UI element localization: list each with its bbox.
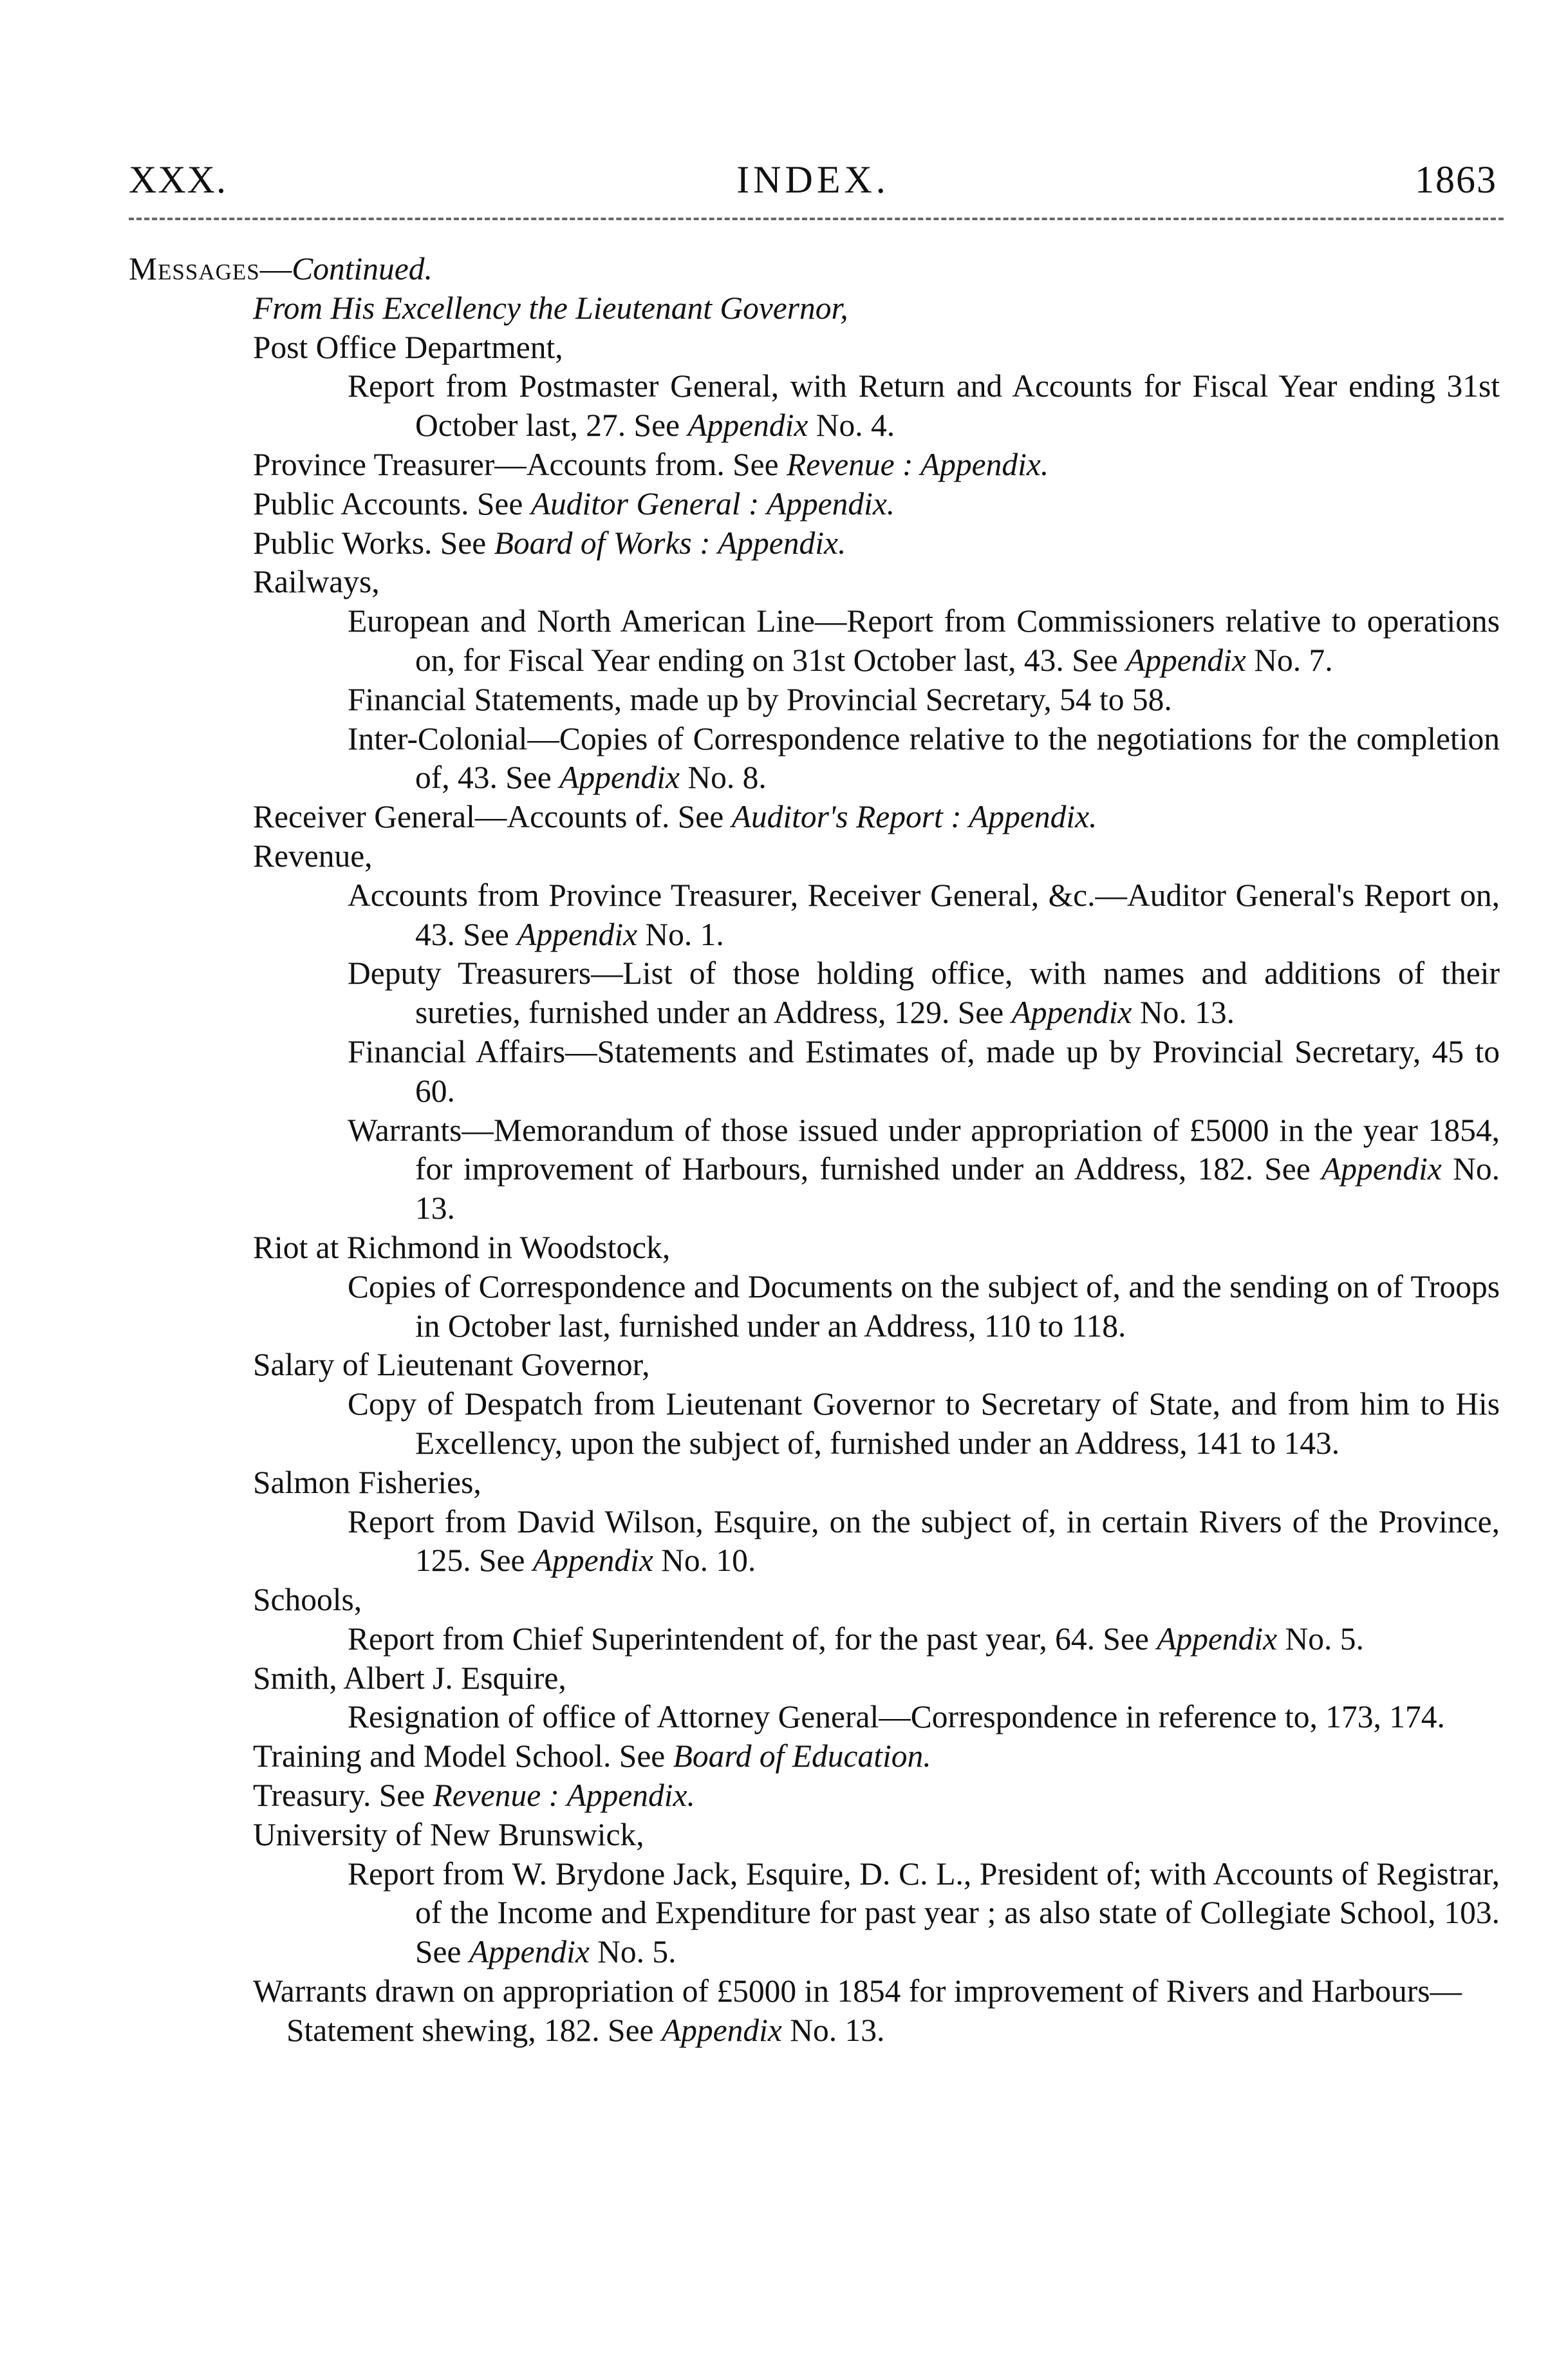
italic-reference: Appendix	[559, 760, 680, 796]
entry-text: No. 13.	[415, 1151, 1500, 1226]
index-entry	[129, 446, 1500, 485]
entry-text: Deputy Treasurers—List of those holding office, with names and additions of their sureties, furnished under an Address, 129. See	[348, 955, 1500, 1031]
entry-text: Messages	[129, 251, 260, 287]
index-subentry	[129, 876, 1500, 955]
index-entry	[129, 798, 1500, 837]
index-entry	[129, 1737, 1500, 1776]
index-subentry	[129, 1111, 1500, 1228]
entry-text: No. 5.	[1277, 1621, 1364, 1657]
italic-reference: Appendix	[532, 1543, 653, 1579]
entry-text: No. 7.	[1246, 642, 1333, 678]
section-heading	[129, 250, 1500, 289]
italic-reference: Appendix	[1321, 1151, 1442, 1187]
entry-text: Treasury. See	[253, 1778, 433, 1814]
index-subentry	[129, 1620, 1500, 1659]
header-rule	[129, 218, 1504, 220]
index-entry	[129, 1816, 1500, 1855]
index-subentry	[129, 1503, 1500, 1581]
index-entry	[129, 1659, 1500, 1698]
entry-text: No. 4.	[808, 408, 895, 444]
index-entry	[129, 1346, 1500, 1385]
italic-reference: Auditor's Report : Appendix.	[731, 799, 1097, 835]
index-entry	[129, 1776, 1500, 1816]
entry-text: University of New Brunswick,	[253, 1816, 644, 1852]
entry-text: No. 8.	[680, 760, 767, 796]
entry-text: European and North American Line—Report from Commissioners relative to operations on, for Fiscal Year ending on 31st October last, 43. See	[348, 603, 1500, 678]
entry-text: Report from W. Brydone Jack, Esquire, D. C. L., President of; with Accounts of Registrar, of the Income and Expenditure for past year ; as also state of Collegiate School, 103. See	[348, 1856, 1500, 1970]
italic-reference: Appendix	[687, 408, 808, 444]
index-entry	[129, 289, 1500, 328]
entry-text: Salary of Lieutenant Governor,	[253, 1347, 650, 1383]
index-entry	[129, 1463, 1500, 1503]
entry-text: Warrants drawn on appropriation of £5000 in 1854 for improvement of Rivers and Harbours—Statement shewing, 182. See	[253, 1973, 1462, 2048]
italic-reference: Appendix	[1011, 995, 1132, 1031]
entry-text: Inter-Colonial—Copies of Correspondence relative to the negotiations for the completion of, 43. See	[348, 720, 1500, 796]
entry-text: Report from Postmaster General, with Return and Accounts for Fiscal Year ending 31st October last, 27. See	[348, 368, 1500, 444]
entry-text: No. 5.	[589, 1934, 677, 1970]
entry-text: Smith, Albert J. Esquire,	[253, 1660, 566, 1696]
italic-reference: Continued.	[292, 251, 433, 287]
page-title: INDEX.	[736, 158, 890, 201]
entry-text: Warrants—Memorandum of those issued under appropriation of £5000 in the year 1854, for improvement of Harbours, furnished under an Address, 182. See	[348, 1112, 1500, 1187]
entry-text: No. 1.	[637, 916, 724, 952]
entry-text: Post Office Department,	[253, 329, 563, 365]
italic-reference: Appendix	[1157, 1621, 1278, 1657]
entry-text: Financial Statements, made up by Provincial Secretary, 54 to 58.	[348, 681, 1172, 717]
index-subentry	[129, 954, 1500, 1033]
index-subentry	[129, 1033, 1500, 1111]
index-entry	[129, 485, 1500, 524]
entry-text: —	[259, 251, 292, 287]
italic-reference: Appendix	[517, 916, 638, 952]
index-entry	[129, 328, 1500, 368]
italic-reference: Board of Works : Appendix.	[494, 525, 846, 561]
index-subentry	[129, 1385, 1500, 1463]
index-subentry	[129, 720, 1500, 798]
entry-text: Salmon Fisheries,	[253, 1464, 481, 1500]
italic-reference: Appendix	[1125, 642, 1246, 678]
entry-text: Copies of Correspondence and Documents on the subject of, and the sending on of Troops in October last, furnished under an Address, 110 to 118.	[348, 1268, 1500, 1344]
entry-text: No. 10.	[653, 1543, 756, 1579]
entry-text: Schools,	[253, 1582, 362, 1618]
entry-text: Report from David Wilson, Esquire, on the subject of, in certain Rivers of the Province, 125. See	[348, 1503, 1500, 1579]
index-entry	[129, 524, 1500, 563]
index-entry	[129, 1581, 1500, 1620]
italic-reference: From His Excellency the Lieutenant Governor,	[253, 290, 848, 326]
italic-reference: Auditor General : Appendix.	[530, 485, 895, 521]
page-header	[129, 158, 1497, 216]
entry-text: Public Works. See	[253, 525, 494, 561]
entry-text: Revenue,	[253, 838, 373, 874]
index-subentry	[129, 1698, 1500, 1737]
entry-text: Province Treasurer—Accounts from. See	[253, 446, 787, 482]
page-number: XXX.	[129, 158, 227, 201]
italic-reference: Revenue : Appendix.	[433, 1778, 695, 1814]
index-entry	[129, 1228, 1500, 1268]
index-subentry	[129, 681, 1500, 720]
italic-reference: Appendix	[469, 1934, 590, 1970]
italic-reference: Appendix	[661, 2012, 782, 2048]
entry-text: Railways,	[253, 564, 380, 600]
entry-text: Resignation of office of Attorney General—Correspondence in reference to, 173, 174.	[348, 1699, 1445, 1735]
entry-text: Financial Affairs—Statements and Estimates of, made up by Provincial Secretary, 45 to 60.	[348, 1033, 1500, 1109]
index-entry	[129, 563, 1500, 602]
index-subentry	[129, 1855, 1500, 1972]
header-year: 1863	[1415, 158, 1497, 201]
index-entries	[129, 250, 1500, 2051]
index-entry	[129, 837, 1500, 876]
index-subentry	[129, 602, 1500, 681]
entry-text: Riot at Richmond in Woodstock,	[253, 1229, 671, 1265]
entry-text: Public Accounts. See	[253, 485, 531, 521]
italic-reference: Board of Education.	[673, 1738, 931, 1774]
entry-text: Receiver General—Accounts of. See	[253, 799, 732, 835]
index-subentry	[129, 1268, 1500, 1346]
italic-reference: Revenue : Appendix.	[786, 446, 1049, 482]
index-entry	[129, 1972, 1500, 2051]
index-subentry	[129, 367, 1500, 446]
entry-text: Accounts from Province Treasurer, Receiver General, &c.—Auditor General's Report on, 43. See	[348, 877, 1500, 952]
entry-text: Training and Model School. See	[253, 1738, 673, 1774]
entry-text: No. 13.	[1132, 995, 1235, 1031]
entry-text: Report from Chief Superintendent of, for the past year, 64. See	[348, 1621, 1157, 1657]
entry-text: No. 13.	[781, 2012, 885, 2048]
entry-text: Copy of Despatch from Lieutenant Governor to Secretary of State, and from him to His Excellency, upon the subject of, furnished under an Address, 141 to 143.	[348, 1386, 1500, 1461]
